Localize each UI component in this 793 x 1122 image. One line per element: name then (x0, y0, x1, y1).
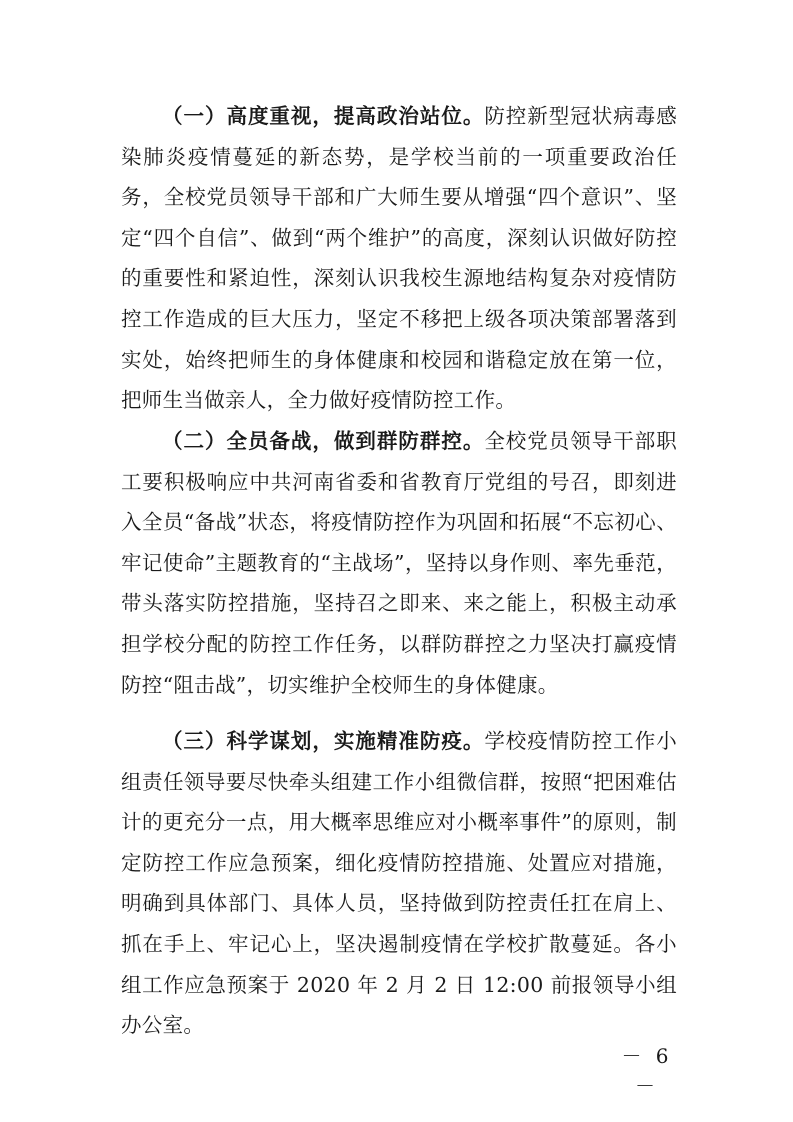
paragraph-3 (121, 721, 677, 1046)
paragraph-1-heading: （一）高度重视，提高政治站位。 (162, 104, 485, 128)
paragraph-2-body: 全校党员领导干部职工要积极响应中共河南省委和省教育厅党组的号召，即刻进入全员“备战”状态，将疫情防控作为巩固和拓展“不忘初心、牢记使命”主题教育的“主战场”，坚持以身作则、率先垂范，带头落实防控措施，坚持召之即来、来之能上，积极主动承担学校分配的防控工作任务，以群防群控之力坚决打赢疫情防控“阻击战”，切实维护全校师生的身体健康。 (121, 429, 678, 697)
paragraph-1 (121, 96, 677, 421)
paragraph-3-body: 学校疫情防控工作小组责任领导要尽快牵头组建工作小组微信群，按照“把困难估计的更充分一点，用大概率思维应对小概率事件”的原则，制定防控工作应急预案，细化疫情防控措施、处置应对措施，明确到具体部门、具体人员，坚持做到防控责任扛在肩上、抓在手上、牢记心上，坚决遏制疫情在学校扩散蔓延。各小组工作应急预案于 2020 年 2 月 2 日 12:00 前报领导小组办公室。 (121, 729, 678, 1038)
paragraph-1-body: 防控新型冠状病毒感染肺炎疫情蔓延的新态势，是学校当前的一项重要政治任务，全校党员领导干部和广大师生要从增强“四个意识”、坚定“四个自信”、做到“两个维护”的高度，深刻认识做好防控的重要性和紧迫性，深刻认识我校生源地结构复杂对疫情防控工作造成的巨大压力，坚定不移把上级各项决策部署落到实处，始终把师生的身体健康和校园和谐稳定放在第一位，把师生当做亲人，全力做好疫情防控工作。 (121, 104, 678, 413)
paragraph-3-heading: （三）科学谋划，实施精准防疫。 (162, 729, 485, 753)
paragraph-2-heading: （二）全员备战，做到群防群控。 (162, 429, 485, 453)
paragraph-2 (121, 421, 677, 705)
page-number: － 6 － (621, 1044, 673, 1098)
